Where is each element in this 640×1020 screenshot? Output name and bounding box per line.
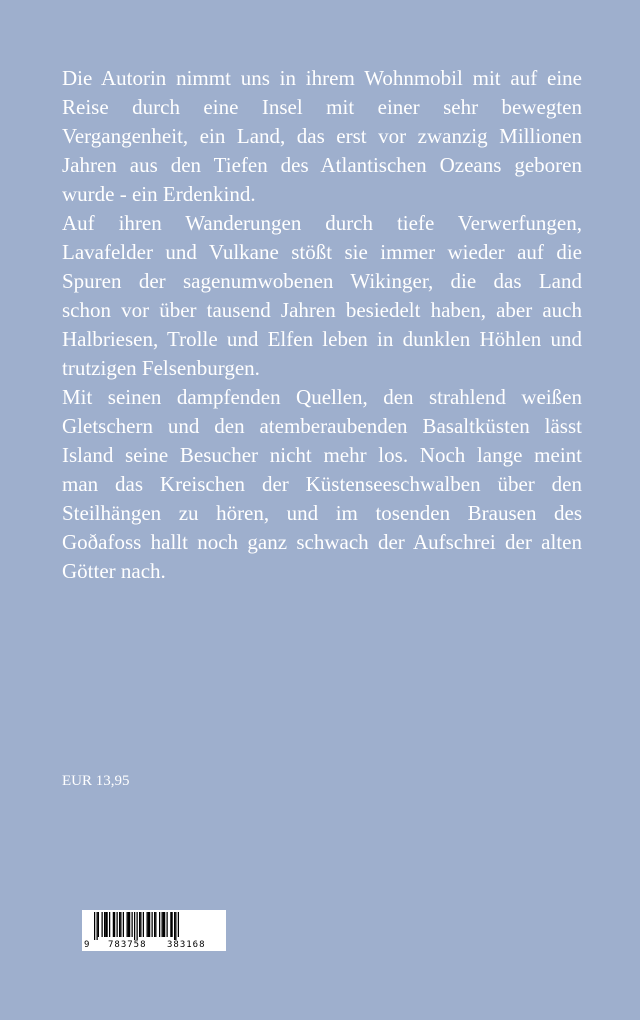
blurb-line: Die Autorin nimmt uns in ihrem Wohnmobil mit auf eine — [62, 66, 582, 90]
blurb-paragraph-1 — [62, 64, 582, 209]
blurb-paragraph-3 — [62, 383, 582, 586]
blurb-line: Auf ihren Wanderungen durch tiefe Verwerfungen, — [62, 211, 582, 235]
blurb-line: Vergangenheit, ein Land, das erst vor zwanzig Millionen — [62, 124, 582, 148]
isbn-barcode — [82, 910, 226, 951]
blurb-line: Gletschern und den atemberaubenden Basaltküsten lässt — [62, 414, 582, 438]
blurb-line: Reise durch eine Insel mit einer sehr bewegten — [62, 95, 582, 119]
isbn-digits — [82, 900, 226, 950]
isbn-group-2: 383168 — [167, 940, 206, 950]
price-label: EUR 13,95 — [62, 773, 130, 789]
isbn-first-digit: 9 — [84, 940, 90, 950]
blurb-line: man das Kreischen der Küstenseeschwalben über den — [62, 472, 582, 496]
blurb-paragraph-2 — [62, 209, 582, 383]
blurb-line: Lavafelder und Vulkane stößt sie immer wieder auf die — [62, 240, 582, 264]
back-cover-blurb — [62, 64, 582, 586]
blurb-line: Spuren der sagenumwobenen Wikinger, die das Land — [62, 269, 582, 293]
blurb-line: Goðafoss hallt noch ganz schwach der Aufschrei der alten — [62, 530, 582, 554]
blurb-line: Mit seinen dampfenden Quellen, den strahlend weißen — [62, 385, 582, 409]
isbn-group-1: 783758 — [108, 940, 147, 950]
blurb-line: wurde - ein Erdenkind. — [62, 182, 256, 206]
blurb-line: Island seine Besucher nicht mehr los. Noch lange meint — [62, 443, 582, 467]
blurb-line: Steilhängen zu hören, und im tosenden Brausen des — [62, 501, 582, 525]
blurb-line: Jahren aus den Tiefen des Atlantischen Ozeans geboren — [62, 153, 582, 177]
blurb-line: Götter nach. — [62, 559, 166, 583]
blurb-line: Halbriesen, Trolle und Elfen leben in dunklen Höhlen und — [62, 327, 582, 351]
blurb-line: schon vor über tausend Jahren besiedelt haben, aber auch — [62, 298, 582, 322]
blurb-line: trutzigen Felsenburgen. — [62, 356, 260, 380]
